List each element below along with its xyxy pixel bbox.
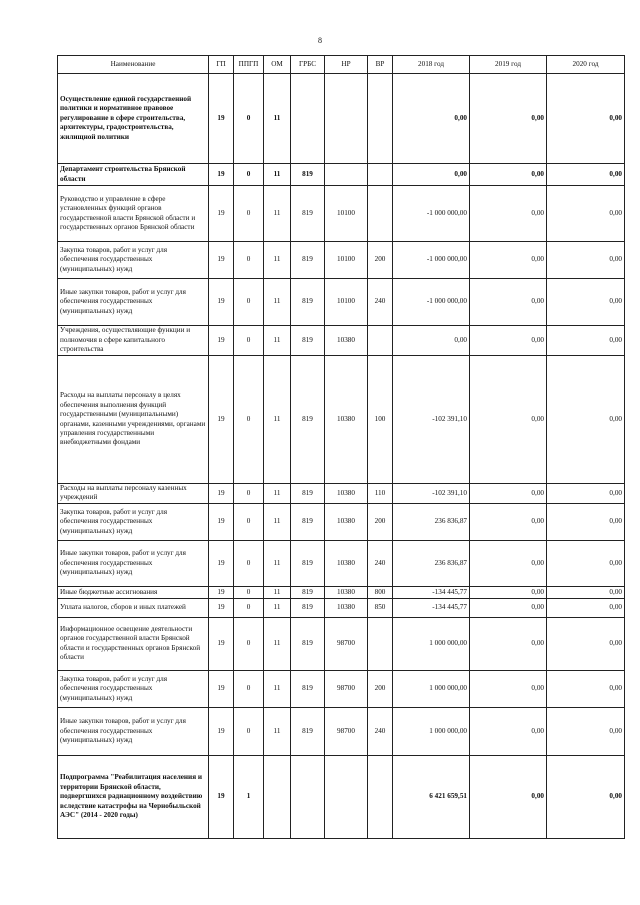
cell-ppgp: 0	[234, 326, 264, 356]
table-row	[58, 755, 625, 838]
cell-2019: 0,00	[470, 540, 547, 586]
cell-2018: 236 836,87	[393, 540, 470, 586]
cell-gp: 19	[209, 503, 234, 540]
cell-name: Иные закупки товаров, работ и услуг для обеспечения государственных (муниципальных) нужд	[58, 540, 209, 586]
table-row	[58, 540, 625, 586]
cell-2019: 0,00	[470, 242, 547, 279]
cell-2020: 0,00	[547, 586, 625, 598]
cell-nr: 10380	[325, 540, 368, 586]
cell-grbs: 819	[291, 540, 325, 586]
cell-gp: 19	[209, 484, 234, 504]
cell-gp: 19	[209, 586, 234, 598]
cell-2019: 0,00	[470, 670, 547, 707]
cell-2019: 0,00	[470, 164, 547, 186]
cell-2018: -102 391,10	[393, 484, 470, 504]
table-row	[58, 707, 625, 755]
table-header-row	[58, 56, 625, 74]
cell-2018: 1 000 000,00	[393, 707, 470, 755]
cell-om: 11	[264, 617, 291, 670]
cell-ppgp: 0	[234, 598, 264, 617]
table-row	[58, 356, 625, 484]
cell-2020: 0,00	[547, 186, 625, 242]
cell-vr	[368, 755, 393, 838]
cell-om: 11	[264, 707, 291, 755]
cell-2018: -102 391,10	[393, 356, 470, 484]
cell-gp: 19	[209, 74, 234, 164]
cell-name: Закупка товаров, работ и услуг для обеспечения государственных (муниципальных) нужд	[58, 242, 209, 279]
table-row	[58, 326, 625, 356]
cell-name: Осуществление единой государственной политики и нормативное правовое регулирование в сфере строительства, архитектуры, градостроительства, жилищной политики	[58, 74, 209, 164]
cell-name: Уплата налогов, сборов и иных платежей	[58, 598, 209, 617]
cell-ppgp: 0	[234, 617, 264, 670]
cell-ppgp: 0	[234, 279, 264, 326]
cell-om: 11	[264, 356, 291, 484]
cell-name: Иные бюджетные ассигнования	[58, 586, 209, 598]
cell-vr: 850	[368, 598, 393, 617]
cell-2020: 0,00	[547, 164, 625, 186]
cell-2018: 0,00	[393, 326, 470, 356]
cell-2019: 0,00	[470, 279, 547, 326]
cell-vr: 240	[368, 279, 393, 326]
header-gp: ГП	[209, 56, 234, 74]
cell-name: Закупка товаров, работ и услуг для обеспечения государственных (муниципальных) нужд	[58, 503, 209, 540]
cell-gp: 19	[209, 326, 234, 356]
cell-gp: 19	[209, 242, 234, 279]
cell-vr: 200	[368, 670, 393, 707]
cell-2020: 0,00	[547, 326, 625, 356]
cell-name: Департамент строительства Брянской области	[58, 164, 209, 186]
cell-grbs: 819	[291, 242, 325, 279]
cell-nr	[325, 164, 368, 186]
cell-2019: 0,00	[470, 598, 547, 617]
cell-2020: 0,00	[547, 503, 625, 540]
cell-vr: 110	[368, 484, 393, 504]
cell-nr: 10100	[325, 242, 368, 279]
cell-2019: 0,00	[470, 326, 547, 356]
cell-nr: 10100	[325, 279, 368, 326]
cell-ppgp: 0	[234, 540, 264, 586]
table-row	[58, 586, 625, 598]
cell-gp: 19	[209, 755, 234, 838]
cell-2020: 0,00	[547, 356, 625, 484]
cell-2020: 0,00	[547, 707, 625, 755]
cell-2020: 0,00	[547, 74, 625, 164]
cell-name: Иные закупки товаров, работ и услуг для обеспечения государственных (муниципальных) нужд	[58, 707, 209, 755]
cell-nr: 10380	[325, 356, 368, 484]
cell-om: 11	[264, 242, 291, 279]
header-grbs: ГРБС	[291, 56, 325, 74]
cell-2018: 6 421 659,51	[393, 755, 470, 838]
cell-name: Расходы на выплаты персоналу в целях обеспечения выполнения функций государственными (муниципальными) органами, казенными учреждениями, органами управления государственными внебюджетными фондами	[58, 356, 209, 484]
cell-gp: 19	[209, 540, 234, 586]
cell-grbs	[291, 74, 325, 164]
cell-nr: 10380	[325, 598, 368, 617]
cell-2018: 0,00	[393, 164, 470, 186]
cell-grbs: 819	[291, 326, 325, 356]
cell-2019: 0,00	[470, 586, 547, 598]
cell-2019: 0,00	[470, 707, 547, 755]
cell-gp: 19	[209, 707, 234, 755]
cell-nr: 10380	[325, 326, 368, 356]
cell-om: 11	[264, 670, 291, 707]
table-row	[58, 279, 625, 326]
cell-ppgp: 0	[234, 503, 264, 540]
cell-name: Иные закупки товаров, работ и услуг для обеспечения государственных (муниципальных) нужд	[58, 279, 209, 326]
cell-grbs: 819	[291, 670, 325, 707]
cell-2018: -134 445,77	[393, 598, 470, 617]
header-om: ОМ	[264, 56, 291, 74]
cell-grbs: 819	[291, 503, 325, 540]
cell-ppgp: 0	[234, 586, 264, 598]
cell-gp: 19	[209, 598, 234, 617]
cell-name: Подпрограмма "Реабилитация населения и территории Брянской области, подвергшихся радиационному воздействию вследствие катастрофы на Чернобыльской АЭС" (2014 - 2020 годы)	[58, 755, 209, 838]
cell-ppgp: 0	[234, 484, 264, 504]
header-nr: НР	[325, 56, 368, 74]
cell-name: Закупка товаров, работ и услуг для обеспечения государственных (муниципальных) нужд	[58, 670, 209, 707]
cell-ppgp: 0	[234, 164, 264, 186]
cell-gp: 19	[209, 670, 234, 707]
cell-2020: 0,00	[547, 755, 625, 838]
cell-name: Расходы на выплаты персоналу казенных учреждений	[58, 484, 209, 504]
table-row	[58, 670, 625, 707]
table-row	[58, 484, 625, 504]
cell-grbs: 819	[291, 164, 325, 186]
cell-2018: 236 836,87	[393, 503, 470, 540]
cell-ppgp: 0	[234, 74, 264, 164]
cell-name: Учреждения, осуществляющие функции и полномочия в сфере капитального строительства	[58, 326, 209, 356]
cell-vr	[368, 617, 393, 670]
cell-2020: 0,00	[547, 617, 625, 670]
cell-grbs: 819	[291, 598, 325, 617]
cell-vr	[368, 74, 393, 164]
cell-ppgp: 0	[234, 707, 264, 755]
cell-gp: 19	[209, 356, 234, 484]
cell-gp: 19	[209, 617, 234, 670]
cell-2019: 0,00	[470, 755, 547, 838]
cell-vr: 200	[368, 503, 393, 540]
cell-vr	[368, 164, 393, 186]
cell-grbs: 819	[291, 186, 325, 242]
cell-om: 11	[264, 164, 291, 186]
cell-grbs: 819	[291, 586, 325, 598]
cell-2020: 0,00	[547, 540, 625, 586]
header-name: Наименование	[58, 56, 209, 74]
cell-nr: 98700	[325, 670, 368, 707]
cell-2020: 0,00	[547, 598, 625, 617]
cell-nr: 10380	[325, 586, 368, 598]
cell-ppgp: 0	[234, 242, 264, 279]
cell-om: 11	[264, 186, 291, 242]
table-row	[58, 74, 625, 164]
cell-nr	[325, 74, 368, 164]
cell-2018: 1 000 000,00	[393, 670, 470, 707]
cell-grbs: 819	[291, 279, 325, 326]
cell-grbs: 819	[291, 484, 325, 504]
cell-ppgp: 1	[234, 755, 264, 838]
cell-om: 11	[264, 326, 291, 356]
cell-grbs	[291, 755, 325, 838]
header-2019: 2019 год	[470, 56, 547, 74]
budget-table	[57, 55, 625, 839]
table-row	[58, 598, 625, 617]
cell-nr: 10380	[325, 484, 368, 504]
cell-om: 11	[264, 586, 291, 598]
cell-2018: -1 000 000,00	[393, 242, 470, 279]
cell-2018: -134 445,77	[393, 586, 470, 598]
cell-vr: 240	[368, 540, 393, 586]
cell-2020: 0,00	[547, 242, 625, 279]
header-ppgp: ППГП	[234, 56, 264, 74]
cell-gp: 19	[209, 164, 234, 186]
cell-ppgp: 0	[234, 356, 264, 484]
header-vr: ВР	[368, 56, 393, 74]
cell-2019: 0,00	[470, 74, 547, 164]
cell-2019: 0,00	[470, 484, 547, 504]
cell-2019: 0,00	[470, 186, 547, 242]
cell-2018: 1 000 000,00	[393, 617, 470, 670]
cell-2018: -1 000 000,00	[393, 279, 470, 326]
cell-ppgp: 0	[234, 670, 264, 707]
cell-2020: 0,00	[547, 484, 625, 504]
cell-vr: 100	[368, 356, 393, 484]
cell-gp: 19	[209, 279, 234, 326]
cell-om: 11	[264, 279, 291, 326]
cell-2018: -1 000 000,00	[393, 186, 470, 242]
cell-om	[264, 755, 291, 838]
cell-nr: 10100	[325, 186, 368, 242]
cell-vr: 240	[368, 707, 393, 755]
header-2020: 2020 год	[547, 56, 625, 74]
cell-ppgp: 0	[234, 186, 264, 242]
cell-vr: 200	[368, 242, 393, 279]
cell-nr: 98700	[325, 707, 368, 755]
cell-om: 11	[264, 540, 291, 586]
cell-vr: 800	[368, 586, 393, 598]
table-row	[58, 503, 625, 540]
cell-grbs: 819	[291, 617, 325, 670]
cell-nr: 10380	[325, 503, 368, 540]
cell-om: 11	[264, 598, 291, 617]
cell-gp: 19	[209, 186, 234, 242]
cell-vr	[368, 326, 393, 356]
table-row	[58, 186, 625, 242]
page-number: 8	[318, 36, 322, 45]
cell-2020: 0,00	[547, 279, 625, 326]
cell-nr	[325, 755, 368, 838]
header-2018: 2018 год	[393, 56, 470, 74]
cell-nr: 98700	[325, 617, 368, 670]
cell-om: 11	[264, 503, 291, 540]
cell-grbs: 819	[291, 707, 325, 755]
table-row	[58, 617, 625, 670]
table-row	[58, 164, 625, 186]
cell-2019: 0,00	[470, 503, 547, 540]
cell-vr	[368, 186, 393, 242]
cell-2019: 0,00	[470, 356, 547, 484]
cell-name: Руководство и управление в сфере установленных функций органов государственной власти Брянской области и государственных органов Брянской области	[58, 186, 209, 242]
cell-om: 11	[264, 74, 291, 164]
cell-2018: 0,00	[393, 74, 470, 164]
table-row	[58, 242, 625, 279]
cell-2020: 0,00	[547, 670, 625, 707]
cell-grbs: 819	[291, 356, 325, 484]
cell-om: 11	[264, 484, 291, 504]
cell-name: Информационное освещение деятельности органов государственной власти Брянской области и государственных органов Брянской области	[58, 617, 209, 670]
cell-2019: 0,00	[470, 617, 547, 670]
